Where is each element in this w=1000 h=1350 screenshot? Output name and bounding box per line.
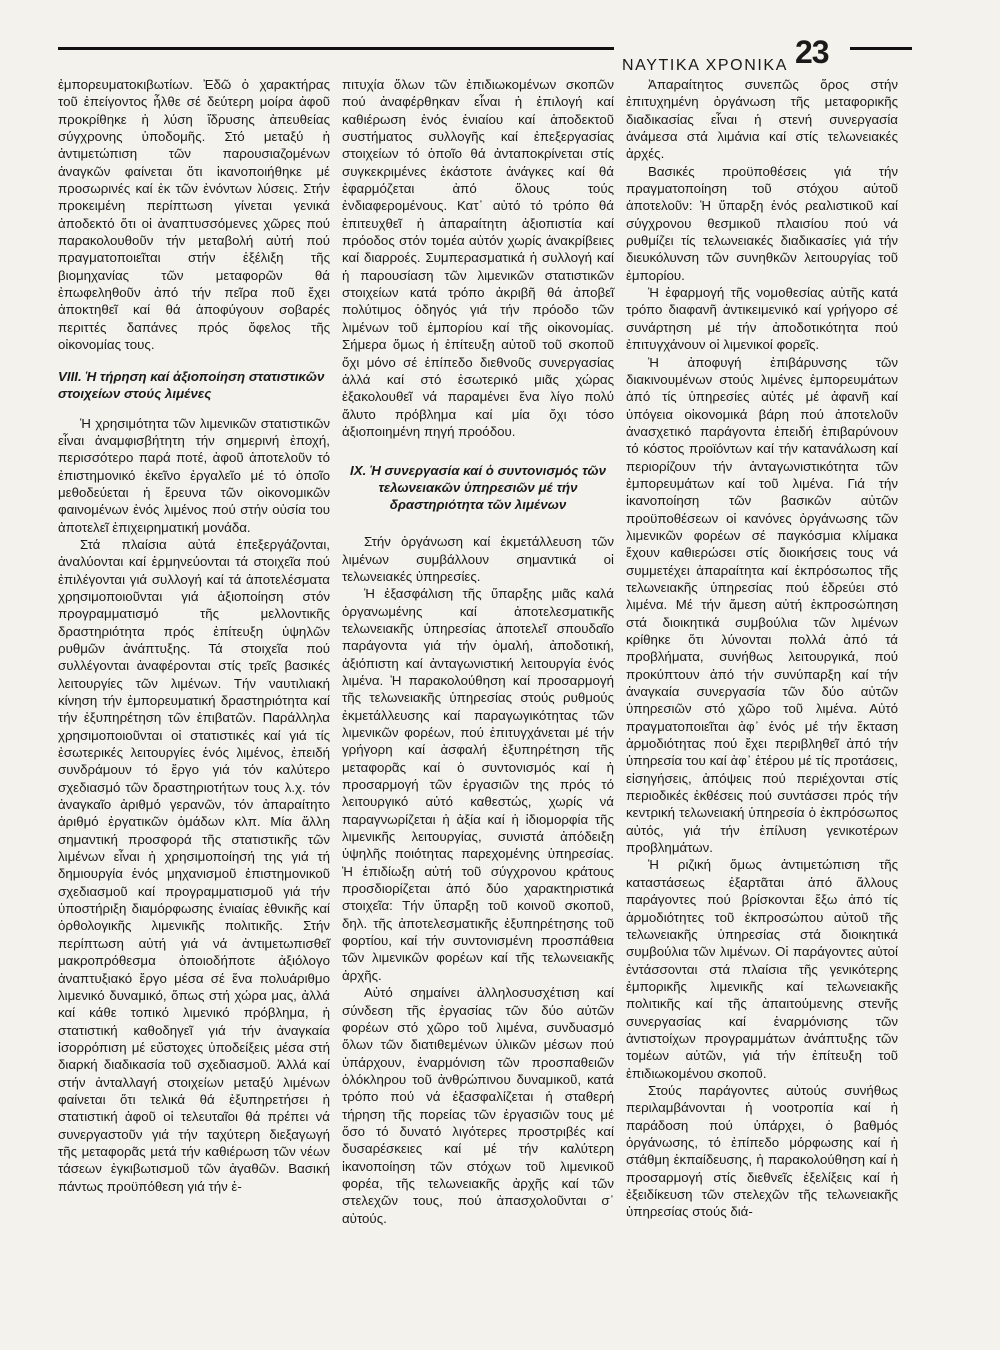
paragraph: Ἀπαραίτητος συνεπῶς ὅρος στήν ἐπιτυχημένη ὀργάνωση τῆς μεταφορικῆς διαδικασίας εἶναι ἡ στενή συνεργασία ἀνάμεσα στά λιμάνια καί στίς τελωνειακές ἀρχές. bbox=[626, 77, 898, 162]
paragraph: Ἡ ἀποφυγή ἐπιβάρυνσης τῶν διακινουμένων στούς λιμένες ἐμπορευμάτων ἀπό τίς ὑπηρεσίες αὐτές μέ ἀφανῆ καί ὑπόγεια οἰκονομικά βάρη πού ἀποτελοῦν ἀνασχετικό παράγοντα ἐπειδή ἐπιβαρύνουν τό κόστος προϊόντων καί τήν κατανάλωση καί περιορίζουν τήν ἀνταγωνιστικότητα τῶν ἐμπορευμάτων καί τοῦ λιμένα. Γιά τήν ἱκανοποίηση τῶν βασικῶν αὐτῶν προϋποθέσεων οἱ κανόνες ὀργάνωσης τῶν λιμενικῶν φορέων σέ παγκόσμια κλίμακα ἔχουν καθιερώσει στίς διοικήσεις τους νά συμμετέχει ἀπαραίτητα καί ἐκπρόσωπος τῆς τελωνειακῆς ὑπηρεσίας πού ἑδρεύει στό λιμένα. Μέ τήν ἄμεση αὐτή ἐκπροσώπηση στά διοικητικά συμβούλια τῶν λιμένων κρίθηκε ὅτι λύνονται πολλά ἀπό τά προβλήματα, συνήθως λειτουργικά, πού προκύπτουν ἀπό τήν συνύπαρξη καί τήν ἀναγκαία συνεργασία τῶν δύο αὐτῶν ὑπηρεσιῶν στό χῶρο τοῦ λιμένα. Αὐτό πραγματοποιεῖται ἀφ᾽ ἑνός μέ τήν ἔκταση ἁρμοδιότητας πού ἔχει περιβληθεῖ ἀπό τήν ὑπηρεσία του καί ἀφ᾽ ἑτέρου μέ τίς προτάσεις, εἰσηγήσεις, ἀπόψεις πού περιέχονται στίς περιοδικές ἐκθέσεις πού συντάσσει πρός τήν κεντρική τελωνειακή ὑπηρεσία ὁ ἐκπρόσωπος αὐτός, γιά τήν ἐπίλυση γενικοτέρων προβλημάτων. bbox=[626, 354, 898, 856]
paragraph: Ἡ χρησιμότητα τῶν λιμενικῶν στατιστικῶν εἶναι ἀναμφισβήτητη τήν σημερινή ἐποχή, περισσότερο παρά ποτέ, ἀφοῦ ἀποτελοῦν τό ἐπιστημονικό ἐκεῖνο ἐργαλεῖο μέ τό ὁποῖο μεθοδεύεται ἡ ἔρευνα τῶν οἰκονομικῶν φαινομένων ἑνός λιμένος πού στήν οὐσία του ἀποτελεῖ ἐπιχειρηματική μονάδα. bbox=[58, 415, 330, 535]
section-heading-ix: IX. Ἡ συνεργασία καί ὁ συντονισμός τῶν τελωνειακῶν ὑπηρεσιῶν μέ τήν δραστηριότητα τῶν λιμένων bbox=[350, 463, 606, 513]
paragraph: Ἡ ριζική ὅμως ἀντιμετώπιση τῆς καταστάσεως ἐξαρτᾶται ἀπό ἄλλους παράγοντες πού βρίσκονται ἔξω ἀπό τίς ἁρμοδιότητες τοῦ ἐκπροσώπου αὐτοῦ τῆς τελωνειακῆς ὑπηρεσίας στά διοικητικά συμβούλια τῶν λιμένων. Οἱ παράγοντες αὐτοί ἐντάσσονται στά πλαίσια τῆς γενικότερης ἐμπορικῆς λιμενικῆς καί τελωνειακῆς πολιτικῆς καί τῆς ἀπαιτούμενης στενῆς συνεργασίας καί ἐναρμόνισης τῶν ἀντιστοίχων προγραμμάτων ἀνάπτυξης τῶν τομέων αὐτῶν, γιά τήν ἐπίτευξη τοῦ ἐπιδιωκομένου σκοποῦ. bbox=[626, 857, 898, 1081]
paragraph: Βασικές προϋποθέσεις γιά τήν πραγματοποίηση τοῦ στόχου αὐτοῦ ἀποτελοῦν: Ἡ ὕπαρξη ἑνός ρεαλιστικοῦ καί σύγχρονου θεσμικοῦ πλαισίου πού νά ρυθμίζει τίς τελωνειακές διαδικασίες γιά τήν διευκόλυνση τῶν συνηθκῶν λειτουργίας τοῦ ἐμπορίου. bbox=[626, 163, 898, 283]
paragraph: πιτυχία ὅλων τῶν ἐπιδιωκομένων σκοπῶν πού ἀναφέρθηκαν εἶναι ἡ ἐπιλογή καί καθιέρωση ἑνός ἑνιαίου καί ἀποδεκτοῦ συστήματος συλλογῆς καί ἐπεξεργασίας στοιχείων τό ὁποῖο θά ἀνταποκρίνεται στίς συγκεκριμένες ἑκάστοτε ἀνάγκες καί θά ἐφαρμόζεται ἀπό ὅλους τούς ἐνδιαφερομένους. Κατ᾽ αὐτό τό τρόπο θά ἐπιτευχθεῖ ἡ ἀπαραίτητη ἀξιοπιστία καί πρόοδος στόν τομέα αὐτόν χωρίς ἀνακρίβειες καί διαρροές. Συμπερασματικά ἡ συλλογή καί ἡ παρουσίαση τῶν λιμενικῶν στατιστικῶν στοιχείων κατά τρόπο ἀκριβῆ θά ἀποβεῖ πολύτιμος ὁδηγός γιά τήν πρόοδο τῶν λιμένων τοῦ ἐμπορίου καί τῆς οἰκονομίας. Σήμερα ὅμως ἡ ἐπίτευξη αὐτοῦ τοῦ σκοποῦ ὄχι μόνο σέ ἐπίπεδο διεθνοῦς συνεργασίας ἀλλά καί στό ἐσωτερικό μιᾶς χώρας ἐξακολουθεῖ νά παραμένει ἕνα λίγο πολύ ἄλυτο πρόβλημα καί μία ὄχι τόσο ἀξιοποιημένη πηγή προόδου. bbox=[342, 77, 614, 439]
paragraph: Αὐτό σημαίνει ἀλληλοσυσχέτιση καί σύνδεση τῆς ἐργασίας τῶν δύο αὐτῶν φορέων στό χῶρο τοῦ λιμένα, συνδυασμό ὅλων τῶν διατιθεμένων ὑλικῶν μέσων πού ὑπάρχουν, ἐναρμόνιση τῶν προσπαθειῶν ὁλόκληρου τοῦ ἀνθρώπινου δυναμικοῦ, κατά τρόπο πού νά ἐξασφαλίζεται ἡ σταθερή τήρηση τῆς πορείας τῶν ἐργασιῶν τους μέ ὅσο τό δυνατό λιγότερες προστριβές καί δυσαρέσκειες καί μέ τήν καλύτερη ἱκανοποίηση τῶν στόχων τοῦ λιμενικοῦ φορέα, τῆς τελωνειακῆς ἀρχῆς καί τῶν στελεχῶν τους, πού ἀπασχολοῦνται σ᾽ αὐτούς. bbox=[342, 985, 614, 1226]
paragraph: ἐμπορευματοκιβωτίων. Ἐδῶ ὁ χαρακτήρας τοῦ ἐπείγοντος ἦλθε σέ δεύτερη μοίρα ἀφοῦ προκρίθηκε ἡ λύση ἵδρυσης ἀπευθείας σύγχρονης ὑποδομῆς. Στό μεταξύ ἡ ἀντιμετώπιση τῶν παρουσιαζομένων ἀναγκῶν φαίνεται ὅτι ἱκανοποιήθηκε μέ προσωρινές καί ἐκ τῶν ἐνόντων λύσεις. Στήν προκειμένη περίπτωση γίνεται γενικά ἀποδεκτό ὅτι οἱ ἀναπτυσσόμενες χῶρες πού παρακολουθοῦν τήν μεταβολή αὐτή πού πραγματοποιεῖται στήν ἐξέλιξη τῆς βιομηχανίας τῶν μεταφορῶν θά ἐπωφεληθοῦν ἀπό τήν πεῖρα ποῦ ἔχει ἀποκτηθεῖ καί θά ἀποφύγουν σοβαρές περιττές δαπάνες πρός ὄφελος τῆς οἰκονομίας τους. bbox=[58, 77, 330, 353]
section-heading-viii: VIII. Ἡ τήρηση καί ἀξιοποίηση στατιστικῶν στοιχείων στούς λιμένες bbox=[58, 368, 325, 401]
text-column-1 bbox=[58, 76, 330, 1195]
paragraph: Ἡ ἐφαρμογή τῆς νομοθεσίας αὐτῆς κατά τρόπο διαφανῆ ἀντικειμενικό καί γρήγορο σέ συνάρτηση μέ τήν ἀποδοτικότητα πού ἐπιτυγχάνουν οἱ λιμενικοί φορεῖς. bbox=[626, 285, 898, 353]
text-column-2 bbox=[342, 76, 614, 1227]
paragraph: Ἡ ἐξασφάλιση τῆς ὕπαρξης μιᾶς καλά ὀργανωμένης καί ἀποτελεσματικῆς τελωνειακῆς ὑπηρεσίας ἀποτελεῖ σπουδαῖο παράγοντα γιά τήν ὁμαλή, ἀποδοτική, ἀξιόπιστη καί ἀνταγωνιστική λειτουργία ἑνός λιμένα. Ἡ παρακολούθηση καί προσαρμογή τῆς τελωνειακῆς ὑπηρεσίας στούς ρυθμούς ἐκμετάλλευσης καί παραγωγικότητας τῶν λιμενικῶν φορέων, πού ἐπιτυγχάνεται μέ τήν γρήγορη καί ἀσφαλή ἐξυπηρέτηση τῆς μεταφορᾶς καί ὁ συντονισμός καί ἡ προσαρμογή τῶν ἐργασιῶν της πρός τό λειτουργικό αὐτό καθεστώς, χωρίς νά παραγνωρίζεται ἡ ἀξία καί ἡ ἰδιομορφία τῆς λιμενικῆς λειτουργίας, συνιστά ἀπόδειξη ὑψηλῆς ποιότητας παρεχομένης ὑπηρεσίας. Ἡ ἐπιδίωξη αὐτή τοῦ σύγχρονου κράτους προσδιορίζεται ἀπό δύο χαρακτηριστικά στοιχεῖα: Τήν ὕπαρξη τοῦ κοινοῦ σκοποῦ, δηλ. τῆς ἀποτελεσματικῆς ἐξυπηρέτησης τοῦ φορτίου, καί τήν συντονισμένη προσπάθεια τῶν λιμενικῶν φορέων καί τῆς τελωνειακῆς ἀρχῆς. bbox=[342, 586, 614, 983]
page-number: 23 bbox=[795, 34, 829, 70]
header-rule-left bbox=[58, 47, 614, 50]
text-column-3 bbox=[626, 76, 898, 1221]
paragraph: Στήν ὀργάνωση καί ἐκμετάλλευση τῶν λιμένων συμβάλλουν σημαντικά οἱ τελωνειακές ὑπηρεσίες. bbox=[342, 534, 614, 584]
magazine-title: ΝΑΥΤΙΚΑ ΧΡΟΝΙΚΑ bbox=[622, 57, 788, 74]
header-rule-right bbox=[850, 47, 912, 50]
paragraph: Στά πλαίσια αὐτά ἐπεξεργάζονται, ἀναλύονται καί ἑρμηνεύονται τά στοιχεῖα πού ἐπιλέγονται γιά συλλογή καί τά ἀποτελέσματα χρησιμοποιοῦνται γιά ἀξιοποίηση στόν προγραμματισμό τῆς μελλοντικῆς δραστηριότητα πρός ἐπίτευξη ὑψηλῶν ρυθμῶν ἀνάπτυξης. Τά στοιχεῖα πού συλλέγονται ἀναφέρονται στίς τρεῖς βασικές λειτουργίες τῶν λιμένων. Τήν ναυτιλιακή κίνηση τήν ἐμπορευματική δραστηριότητα καί τήν ἐξυπηρέτηση τῶν ἐπιβατῶν. Παράλληλα χρησιμοποιοῦνται οἱ στατιστικές καί γιά τίς ἐσωτερικές λειτουργίες ἑνός λιμένος, ἐπειδή συνδράμουν τό ἔργο γιά τόν καλύτερο σχεδιασμό τῶν δραστηριοτήτων τους λ.χ. τόν ἀναγκαῖο ἀριθμό γερανῶν, τόν ἀπαραίτητο ἀριθμό ἐργατικῶν ὁμάδων κλπ. Μία ἄλλη σημαντική προσφορά τῆς στατιστικῆς τῶν λιμένων εἶναι ἡ χρησιμοποίησή της γιά τή δημιουργία ἑνός μηχανισμοῦ ἐπιστημονικοῦ σχεδιασμοῦ καί προγραμματισμοῦ γιά τήν ὑποστήριξη διαμόρφωσης ἑνιαίας ἐθνικῆς καί ὀρθολογικῆς λιμενικῆς πολιτικῆς. Στήν περίπτωση αὐτή γιά νά ἀντιμετωπισθεῖ μακροπρόθεσμα ὁποιοδήποτε ἀξιόλογο ἀναπτυξιακό ἔργο μέσα σέ ἕνα πολυάριθμο λιμενικό δυναμικό, ὅπως στή χώρα μας, ἀλλά καί κάθε τοπικό λιμενικό πρόβλημα, ἡ στατιστική καθοδηγεῖ γιά τήν ἀναγκαία ἰσορρόπιση μέ εὔστοχες ὑποδείξεις μέσα στή διαρκή διαδικασία τοῦ σχεδιασμοῦ. Ἀλλά καί στήν ἀνταλλαγή στοιχείων μεταξύ λιμένων φαίνεται ὅτι τελικά θά ἐξυπηρετήσει ἡ στατιστική ἀφοῦ οἱ τελευταῖοι θά πρέπει νά συνεργαστοῦν γιά τήν ταχύτερη διεξαγωγή τῆς μεταφορᾶς μετά τήν καθιέρωση τῶν νέων τάσεων ἐγκιβωτισμοῦ τῶν ἀγαθῶν. Βασική πάντως προϋπόθεση γιά τήν ἐ- bbox=[58, 536, 330, 1194]
paragraph: Στούς παράγοντες αὐτούς συνήθως περιλαμβάνονται ἡ νοοτροπία καί ἡ παράδοση πού ὑπάρχει, ὁ βαθμός ὀργάνωσης, τό ἐπίπεδο μόρφωσης καί ἡ στάθμη ἐκπαίδευσης, ἡ παρακολούθηση καί ἡ προσαρμογή στίς διεθνεῖς ἐξελίξεις καί ἡ ἐξειδίκευση τῶν στελεχῶν τῆς τελωνειακῆς ὑπηρεσίας στούς διά- bbox=[626, 1082, 898, 1220]
